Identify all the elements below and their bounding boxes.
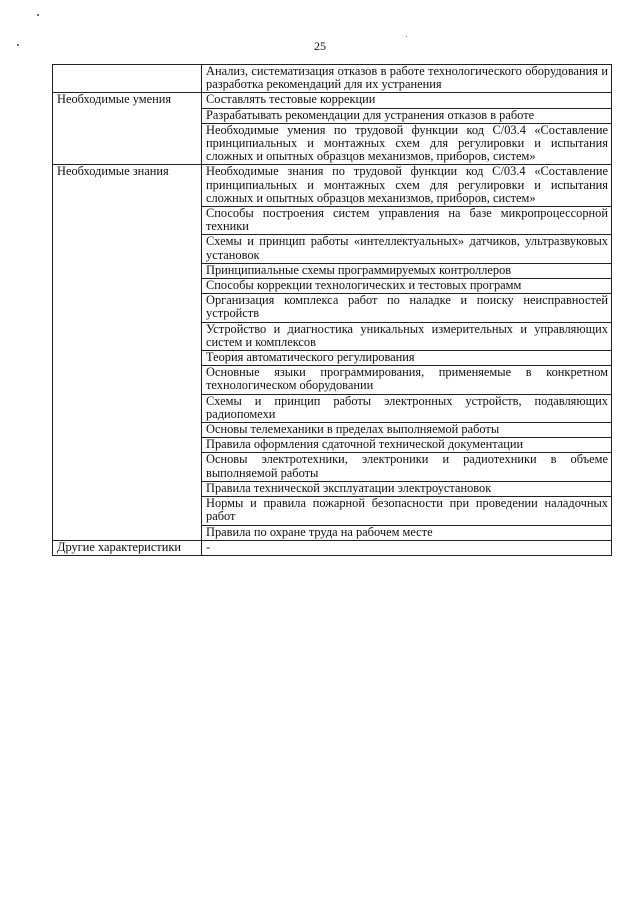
table-row bbox=[53, 165, 612, 207]
scan-speck bbox=[17, 44, 19, 46]
row-content: Теория автоматического регулирования bbox=[202, 351, 612, 366]
scan-speck bbox=[406, 36, 407, 37]
row-content: Правила по охране труда на рабочем месте bbox=[202, 525, 612, 540]
row-label: Необходимые умения bbox=[53, 93, 202, 165]
table-row bbox=[53, 93, 612, 108]
requirements-table bbox=[52, 64, 612, 556]
table-row bbox=[53, 540, 612, 555]
table-row bbox=[53, 65, 612, 93]
row-content: Основы телемеханики в пределах выполняемой работы bbox=[202, 423, 612, 438]
row-content: - bbox=[202, 540, 612, 555]
page-number: 25 bbox=[314, 39, 326, 53]
row-content: Необходимые знания по трудовой функции код С/03.4 «Составление принципиальных и монтажных схем для регулировки и испытания сложных и опытных образцов механизмов, приборов, систем» bbox=[202, 165, 612, 207]
row-content: Правила технической эксплуатации электроустановок bbox=[202, 481, 612, 496]
row-content: Правила оформления сдаточной технической документации bbox=[202, 438, 612, 453]
row-content: Разрабатывать рекомендации для устранения отказов в работе bbox=[202, 108, 612, 123]
row-content: Нормы и правила пожарной безопасности при проведении наладочных работ bbox=[202, 497, 612, 525]
row-content: Необходимые умения по трудовой функции код С/03.4 «Составление принципиальных и монтажных схем для регулировки и испытания сложных и опытных образцов механизмов, приборов, систем» bbox=[202, 123, 612, 165]
row-content: Основные языки программирования, применяемые в конкретном технологическом оборудовании bbox=[202, 366, 612, 394]
row-content: Принципиальные схемы программируемых контроллеров bbox=[202, 263, 612, 278]
row-content: Устройство и диагностика уникальных измерительных и управляющих систем и комплексов bbox=[202, 322, 612, 350]
row-content: Анализ, систематизация отказов в работе технологического оборудования и разработка рекомендаций для их устранения bbox=[202, 65, 612, 93]
row-content: Схемы и принцип работы «интеллектуальных» датчиков, ультразвуковых установок bbox=[202, 235, 612, 263]
row-content: Составлять тестовые коррекции bbox=[202, 93, 612, 108]
row-label: Другие характеристики bbox=[53, 540, 202, 555]
scan-speck bbox=[37, 14, 39, 16]
row-content: Схемы и принцип работы электронных устройств, подавляющих радиопомехи bbox=[202, 394, 612, 422]
row-label: Необходимые знания bbox=[53, 165, 202, 540]
row-content: Основы электротехники, электроники и радиотехники в объеме выполняемой работы bbox=[202, 453, 612, 481]
row-content: Способы коррекции технологических и тестовых программ bbox=[202, 279, 612, 294]
row-label bbox=[53, 65, 202, 93]
row-content: Организация комплекса работ по наладке и поиску неисправностей устройств bbox=[202, 294, 612, 322]
row-content: Способы построения систем управления на базе микропроцессорной техники bbox=[202, 207, 612, 235]
